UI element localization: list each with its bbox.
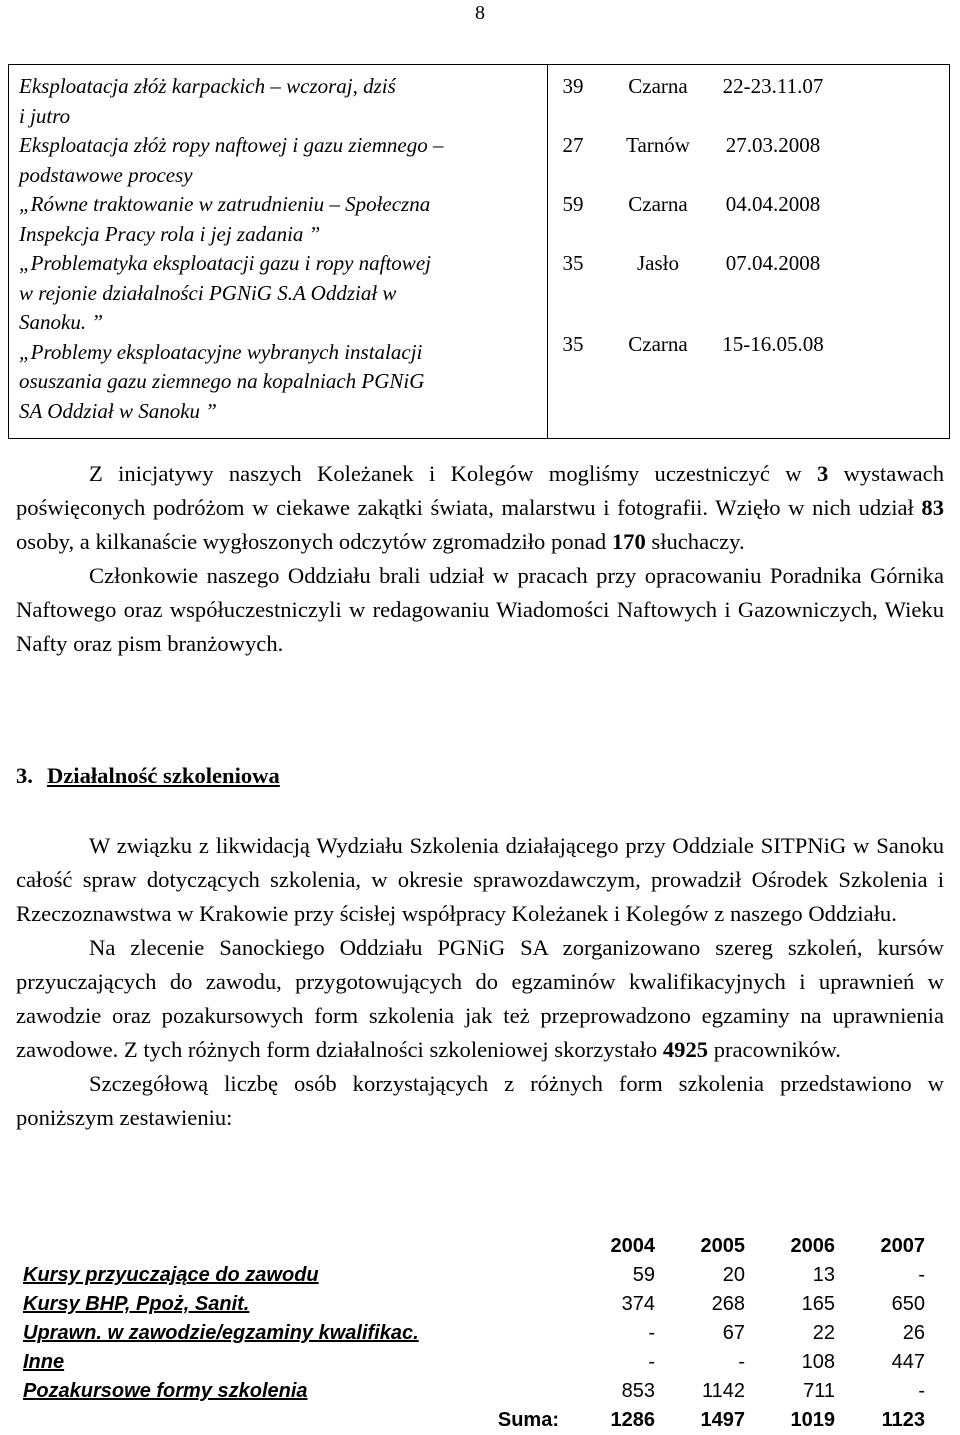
cell-value: -	[918, 1380, 925, 1402]
paragraph: W związku z likwidacją Wydziału Szkolenia działającego przy Oddziale SITPNiG w Sanoku całość spraw dotyczących szkolenia, w okresie sprawozdawczym, prowadził Ośrodek Szkolenia i Rzeczoznawstwa w Krakowie przy ścisłej współpracy Koleżanek i Kolegów z naszego Oddziału.	[16, 833, 944, 926]
cell-value: 268	[711, 1293, 745, 1315]
employee-count: 4925	[662, 1037, 709, 1062]
lecture-meta-cell	[548, 65, 950, 439]
topic-line: w rejonie działalności PGNiG S.A Oddział w	[19, 280, 397, 305]
cell-value: 853	[621, 1380, 655, 1402]
lectures-table	[8, 64, 950, 439]
topic-line: Sanoku. ”	[19, 310, 103, 334]
page-number: 8	[475, 2, 485, 24]
cell-value: 108	[801, 1351, 835, 1373]
cell-value: 20	[722, 1264, 745, 1286]
cell-value: 22	[812, 1322, 835, 1344]
topic-line: SA Oddział w Sanoku ”	[19, 398, 217, 423]
row-label: Kursy BHP, Ppoż, Sanit.	[23, 1293, 250, 1315]
year-header: 2006	[790, 1235, 835, 1257]
topic-line: i jutro	[19, 103, 71, 128]
lecture-meta-row	[548, 72, 949, 102]
table-row	[16, 1290, 925, 1319]
lecture-place: Czarna	[628, 74, 688, 98]
row-label: Kursy przyuczające do zawodu	[23, 1264, 319, 1286]
cell-value: 26	[902, 1322, 925, 1344]
attendee-count: 27	[562, 133, 584, 157]
text-run: Na zlecenie Sanockiego Oddziału PGNiG SA zorganizowano szereg szkoleń, kursów przyuczających do zawodu, przygotowujących do egzaminów kwalifikacyjnych i uprawnień w zawodzie oraz pozakursowych form szkolenia jak też przeprowadzono egzaminy na uprawnienia zawodowe. Z tych różnych form działalności szkoleniowej skorzystało	[16, 935, 944, 1062]
sum-value: 1123	[881, 1409, 925, 1431]
row-label: Uprawn. w zawodzie/egzaminy kwalifikac.	[23, 1322, 419, 1344]
topic-line: Inspekcja Pracy rola i jej zadania ”	[19, 221, 321, 246]
table-row	[16, 1261, 925, 1290]
section-title: Działalność szkoleniowa	[46, 763, 280, 788]
attendee-count: 35	[562, 251, 584, 275]
paragraph: Szczegółową liczbę osób korzystających z różnych form szkolenia przedstawiono w poniższym zestawieniu:	[16, 1071, 944, 1130]
cell-value: 13	[812, 1264, 835, 1286]
text-run: słuchaczy.	[645, 529, 745, 554]
topic-line: „Problematyka eksploatacji gazu i ropy naftowej	[19, 251, 431, 275]
lecture-date: 22-23.11.07	[722, 74, 824, 98]
attendee-count: 35	[562, 331, 584, 356]
exhibition-count: 3	[816, 461, 829, 486]
cell-value: 447	[891, 1351, 925, 1373]
cell-value: 374	[621, 1293, 655, 1315]
table-row	[16, 1319, 925, 1348]
table-row	[9, 65, 950, 439]
participant-count: 83	[921, 495, 944, 520]
lecture-place: Tarnów	[626, 133, 690, 157]
lecture-meta-row	[548, 190, 949, 220]
row-label: Pozakursowe formy szkolenia	[23, 1380, 308, 1402]
lecture-date: 04.04.2008	[725, 192, 821, 216]
attendee-count: 59	[562, 192, 584, 216]
cell-value: -	[918, 1264, 925, 1286]
topic-line: podstawowe procesy	[19, 162, 193, 187]
lecture-place: Jasło	[637, 251, 679, 275]
listener-count: 170	[611, 529, 646, 554]
table-row	[16, 1348, 925, 1377]
activities-text	[16, 457, 944, 661]
cell-value: -	[648, 1322, 655, 1344]
sum-value: 1286	[610, 1409, 655, 1431]
attendee-count: 39	[562, 74, 584, 98]
training-text	[16, 829, 944, 1135]
label-header	[16, 1232, 565, 1261]
lecture-date: 15-16.05.08	[722, 331, 824, 356]
text-run: wystawach poświęconych podróżom w ciekawe zakątki świata, malarstwu i fotografii. Wzięło w nich udział	[16, 461, 945, 520]
lecture-topics-cell	[9, 65, 548, 439]
cell-value: 1142	[701, 1380, 745, 1402]
lecture-date: 27.03.2008	[725, 133, 821, 157]
lecture-meta-row	[548, 249, 949, 279]
cell-value: 711	[803, 1380, 835, 1402]
topic-line: Eksploatacja złóż ropy naftowej i gazu ziemnego –	[19, 133, 444, 157]
sum-row	[16, 1406, 925, 1435]
cell-value: 650	[891, 1293, 925, 1315]
year-header: 2007	[880, 1235, 925, 1257]
cell-value: -	[648, 1351, 655, 1373]
paragraph: Członkowie naszego Oddziału brali udział w pracach przy opracowaniu Poradnika Górnika Naftowego oraz współuczestniczyli w redagowaniu Wiadomości Naftowych i Gazowniczych, Wieku Nafty oraz pism branżowych.	[16, 563, 944, 656]
sum-value: 1497	[700, 1409, 745, 1431]
lecture-meta-row	[548, 330, 949, 360]
text-run: pracowników.	[708, 1037, 841, 1062]
sum-value: 1019	[790, 1409, 835, 1431]
topic-line: „Równe traktowanie w zatrudnieniu – Społeczna	[19, 192, 431, 216]
lecture-date: 07.04.2008	[725, 251, 821, 275]
text-run: Z inicjatywy naszych Koleżanek i Kolegów mogliśmy uczestniczyć w	[89, 461, 817, 486]
paragraph	[16, 931, 944, 1067]
lecture-meta-row	[548, 131, 949, 161]
topic-line: Eksploatacja złóż karpackich – wczoraj, dziś	[19, 74, 396, 98]
text-run: osoby, a kilkanaście wygłoszonych odczytów zgromadziło ponad	[16, 529, 612, 554]
lecture-place: Czarna	[628, 192, 688, 216]
section-number: 3.	[16, 763, 33, 788]
row-label: Inne	[23, 1351, 65, 1373]
section-heading	[16, 763, 280, 789]
cell-value: 67	[722, 1322, 745, 1344]
topic-line: „Problemy eksploatacyjne wybranych instalacji	[19, 339, 423, 364]
topic-line: osuszania gazu ziemnego na kopalniach PGNiG	[19, 369, 425, 393]
table-header-row	[16, 1232, 925, 1261]
training-stats-table	[16, 1232, 925, 1435]
year-header: 2004	[610, 1235, 655, 1257]
cell-value: 165	[801, 1293, 835, 1315]
table-row	[16, 1377, 925, 1406]
sum-label: Suma:	[497, 1409, 559, 1431]
lecture-place: Czarna	[628, 331, 688, 356]
cell-value: -	[738, 1351, 745, 1373]
cell-value: 59	[632, 1264, 655, 1286]
year-header: 2005	[700, 1235, 745, 1257]
paragraph	[16, 457, 944, 559]
